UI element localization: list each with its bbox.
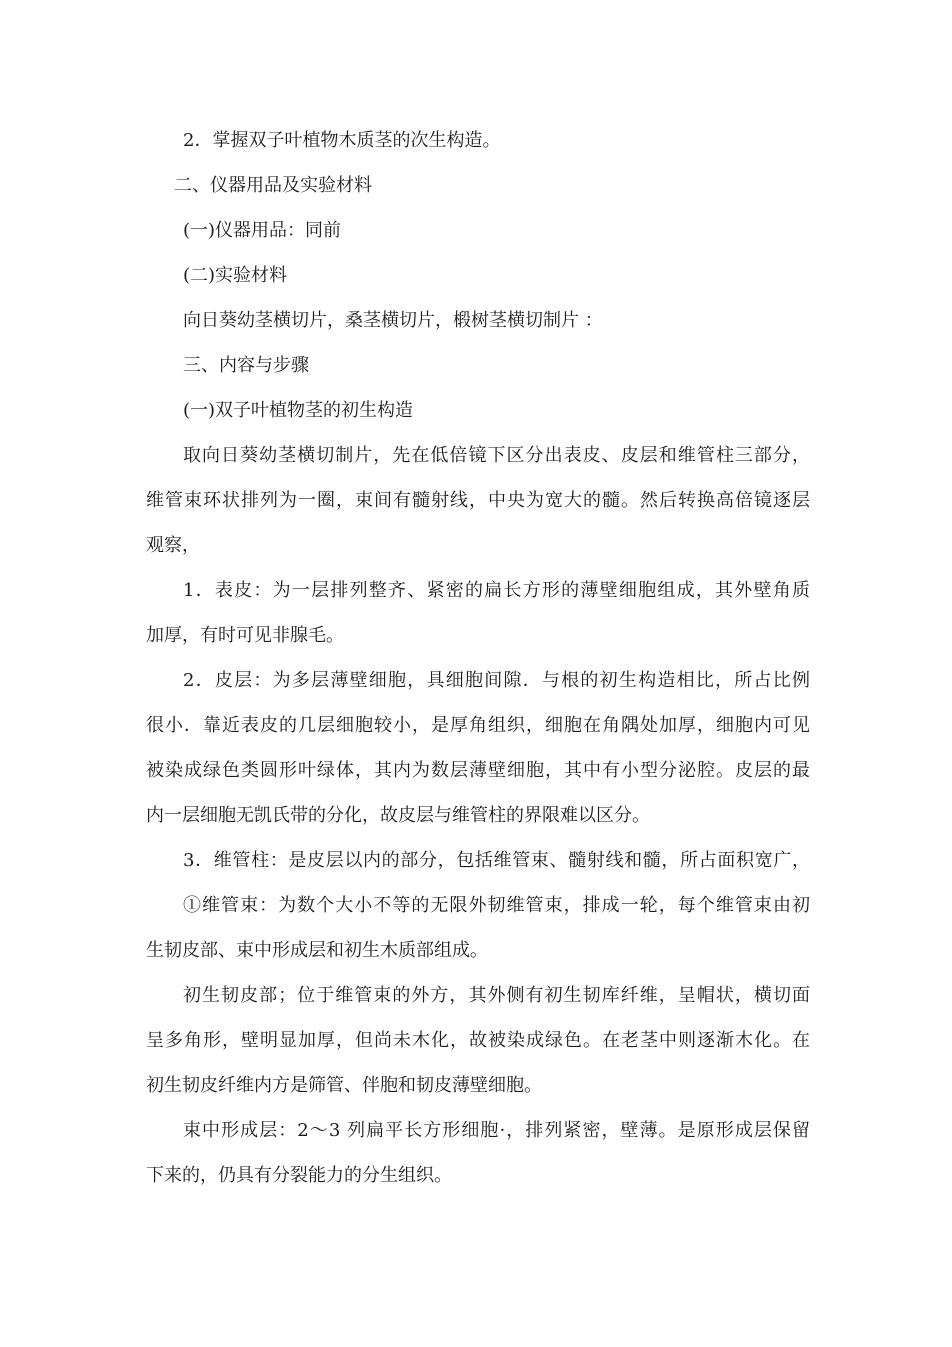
paragraph-line: 被染成绿色类圆形叶绿体，其内为数层薄壁细胞，其中有小型分泌腔。皮层的最: [146, 760, 810, 781]
materials-list: 向日葵幼茎横切片，桑茎横切片，椴树茎横切制片 ：: [183, 310, 603, 331]
section-heading-2: 二、仪器用品及实验材料: [174, 175, 372, 196]
paragraph-line: 1．表皮：为一层排列整齐、紧密的扁长方形的薄壁细胞组成，其外壁角质: [183, 580, 810, 601]
body-text: [146, 118, 810, 1198]
paragraph-line: 维管束环状排列为一圈，束间有髓射线，中央为宽大的髓。然后转换高倍镜逐层: [146, 490, 810, 511]
paragraph-line: 3．维管柱：是皮层以内的部分，包括维管束、髓射线和髓，所占面积宽广，: [183, 850, 810, 871]
paragraph-line: 很小．靠近表皮的几层细胞较小，是厚角组织，细胞在角隅处加厚，细胞内可见: [146, 715, 810, 736]
paragraph-line: 2．皮层：为多层薄壁细胞，具细胞间隙．与根的初生构造相比，所占比例: [183, 670, 810, 691]
paragraph-line: 观察，: [146, 535, 200, 556]
subheading-instruments: (一)仪器用品：同前: [183, 220, 342, 241]
subheading-materials: (二)实验材料: [183, 265, 288, 286]
paragraph-line: 内一层细胞无凯氏带的分化，故皮层与维管柱的界限难以区分。: [146, 805, 650, 826]
paragraph-line: 呈多角形，壁明显加厚，但尚未木化，故被染成绿色。在老茎中则逐渐木化。在: [146, 1030, 810, 1051]
paragraph-line: 取向日葵幼茎横切制片，先在低倍镜下区分出表皮、皮层和维管柱三部分，: [183, 445, 810, 466]
paragraph-line: 初生韧皮部；位于维管束的外方，其外侧有初生韧库纤维，呈帽状，横切面: [183, 985, 810, 1006]
section-heading-3: 三、内容与步骤: [183, 355, 309, 376]
subheading-primary-structure: (一)双子叶植物茎的初生构造: [183, 400, 414, 421]
objective-2: 2．掌握双子叶植物木质茎的次生构造。: [183, 130, 501, 151]
paragraph-line: 束中形成层：2～3 列扁平长方形细胞·，排列紧密，壁薄。是原形成层保留: [183, 1120, 810, 1141]
paragraph-line: ①维管束：为数个大小不等的无限外韧维管束，排成一轮，每个维管束由初: [183, 895, 810, 916]
paragraph-line: 初生韧皮纤维内方是筛管、伴胞和韧皮薄壁细胞。: [146, 1075, 542, 1096]
paragraph-line: 加厚，有时可见非腺毛。: [146, 625, 344, 646]
paragraph-line: 生韧皮部、束中形成层和初生木质部组成。: [146, 940, 488, 961]
paragraph-line: 下来的，仍具有分裂能力的分生组织。: [146, 1165, 452, 1186]
